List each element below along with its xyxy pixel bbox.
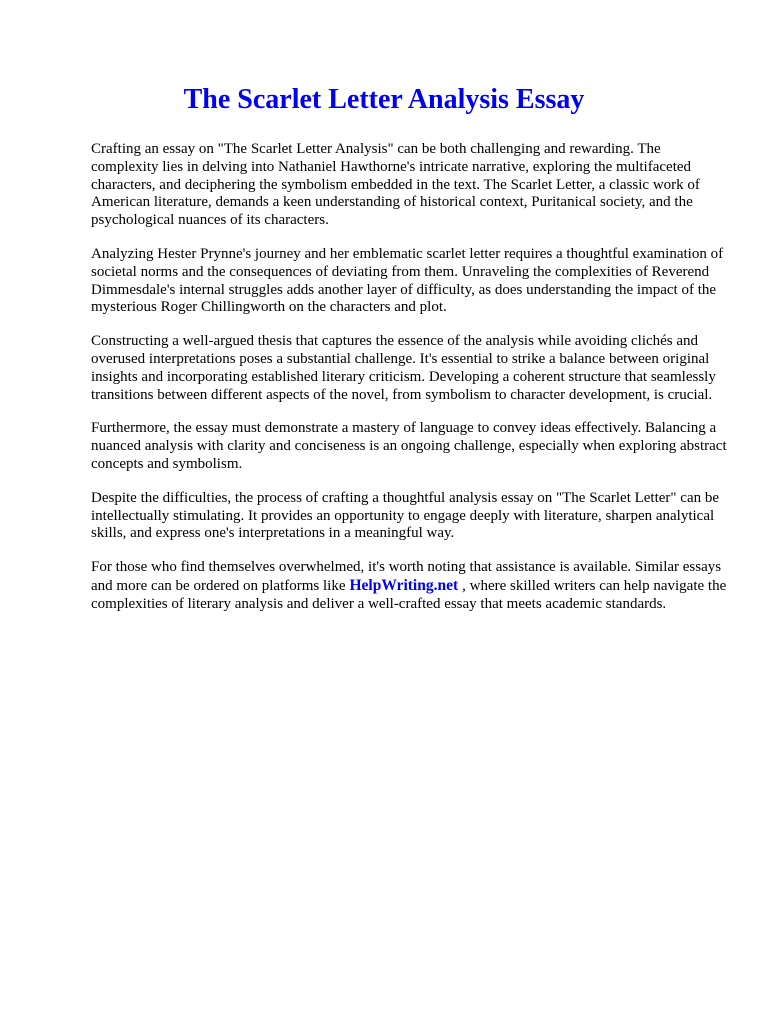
paragraph-6-text-after-link: , where skilled writers can help navigate the complexities of literary analysis and deliver a well-crafted essay that meets academic standards.	[91, 577, 727, 612]
document-title: The Scarlet Letter Analysis Essay	[183, 84, 585, 115]
paragraph-6-text-before-link: For those who find themselves overwhelmed, it's worth noting that assistance is available. Similar essays and more can be ordered on platforms like	[91, 559, 722, 594]
paragraph-1: Crafting an essay on "The Scarlet Letter Analysis" can be both challenging and rewarding. The complexity lies in delving into Nathaniel Hawthorne's intricate narrative, exploring the multifaceted characters, and deciphering the symbolism embedded in the text. The Scarlet Letter, a classic work of American literature, demands a keen understanding of historical context, Puritanical society, and the psychological nuances of its characters.	[91, 141, 700, 229]
paragraph-2: Analyzing Hester Prynne's journey and her emblematic scarlet letter requires a thoughtful examination of societal norms and the consequences of deviating from them. Unraveling the complexities of Reverend Dimmesdale's internal struggles adds another layer of difficulty, as does understanding the impact of the mysterious Roger Chillingworth on the characters and plot.	[91, 245, 724, 316]
paragraph-3: Constructing a well-argued thesis that captures the essence of the analysis while avoiding clichés and overused interpretations poses a substantial challenge. It's essential to strike a balance between original insights and incorporating established literary criticism. Developing a coherent structure that seamlessly transitions between different aspects of the novel, from symbolism to character development, is crucial.	[91, 333, 716, 403]
helpwriting-link[interactable]: HelpWriting.net	[349, 576, 459, 594]
paragraph-4: Furthermore, the essay must demonstrate a mastery of language to convey ideas effectively. Balancing a nuanced analysis with clarity and conciseness is an ongoing challenge, especially when exploring abstract concepts and symbolism.	[91, 420, 727, 472]
paragraph-5: Despite the difficulties, the process of crafting a thoughtful analysis essay on "The Scarlet Letter" can be intellectually stimulating. It provides an opportunity to engage deeply with literature, sharpen analytical skills, and express one's interpretations in a meaningful way.	[91, 489, 720, 542]
paragraph-6	[91, 559, 727, 613]
